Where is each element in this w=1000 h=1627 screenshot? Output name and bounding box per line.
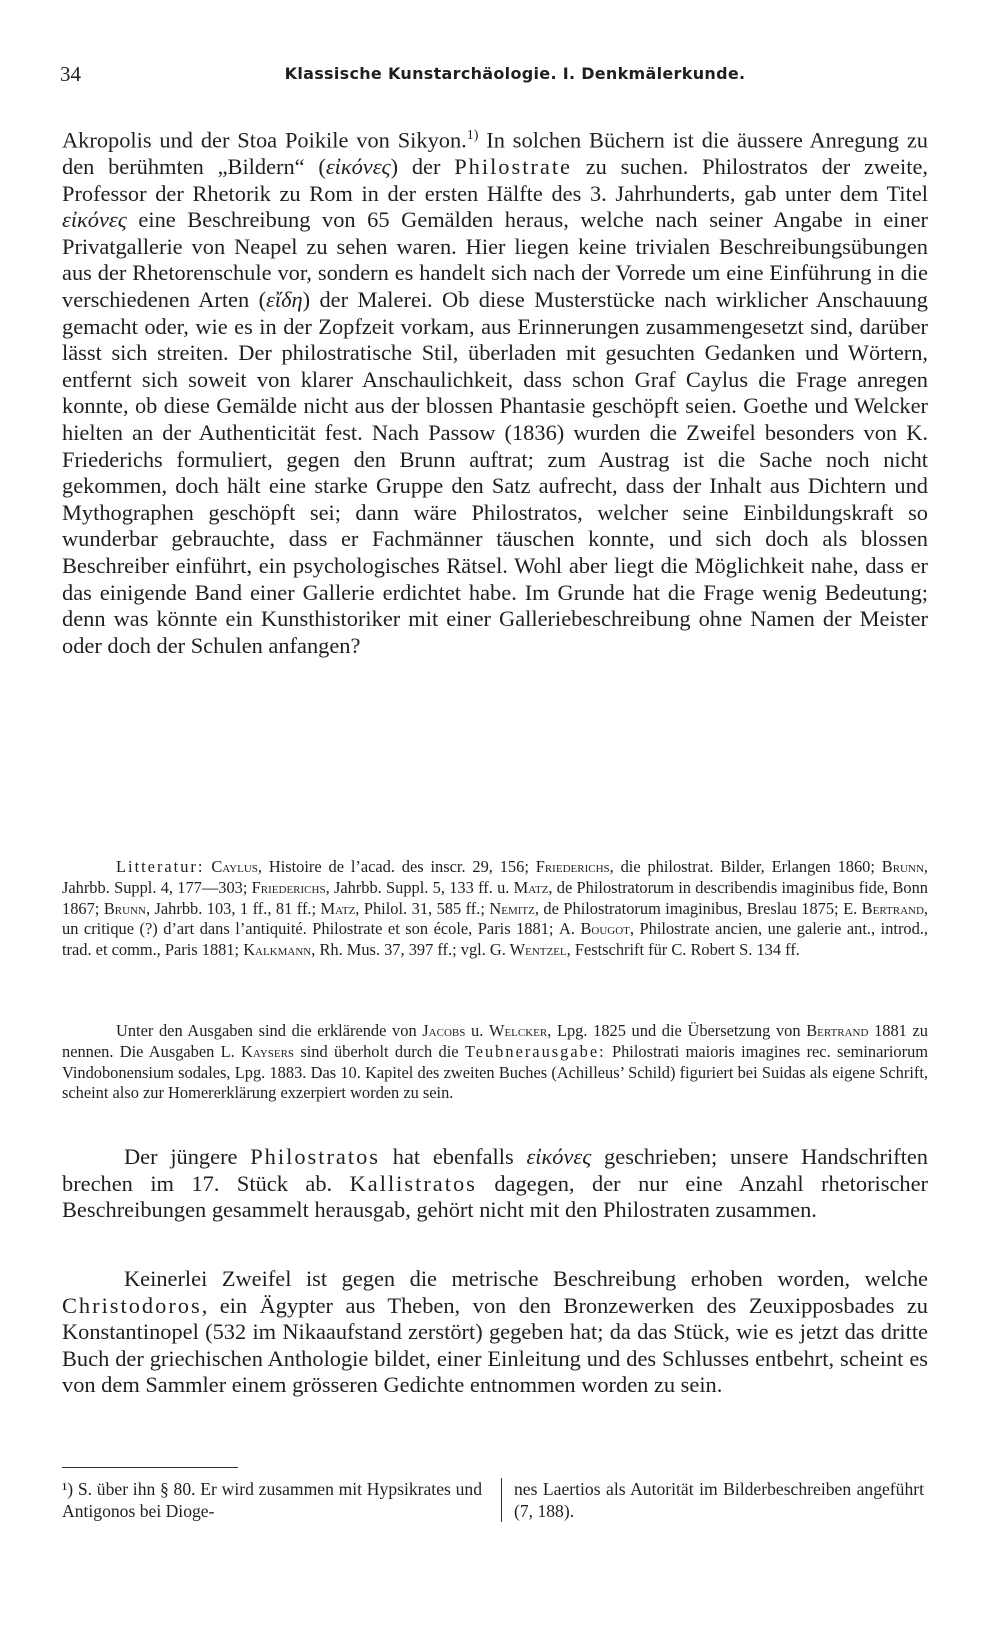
text-segment: ) der Malerei. Ob diese Musterstücke nach wirklicher Anschauung gemacht oder, wie es in der Zopfzeit vorkam, aus Erinnerungen zusammengesetzt sind, darüber lässt sich streiten. Der philostratische Stil, überladen mit gesuchten Gedanken und Wörtern, entfernt sich soweit von klarer Anschaulichkeit, dass schon Graf Caylus die Frage anregen konnte, ob diese Gemälde nicht aus der blossen Phantasie geschöpft seien. Goethe und Welcker hielten an der Authenticität fest. Nach Passow (1836) wurden die Zweifel besonders von K. Friederichs formuliert, gegen den Brunn auftrat; zum Austrag ist die Sache noch nicht gekommen, doch hält eine starke Gruppe den Satz aufrecht, dass der Inhalt aus Dichtern und Mythographen geschöpft sei; dann wäre Philostratos, welcher seine Einbildungskraft so wunderbar gebrauchte, dass er Fachmänner täuschen konnte, und sich doch als blossen Beschreiber einführt, ein psychologisches Rätsel. Wohl aber liegt die Möglichkeit nahe, dass er das einigende Band einer Gallerie erdichtet habe. Im Grunde hat die Frage wenig Bedeutung; denn was könnte ein Kunsthistoriker mit einer Galleriebeschreibung ohne Namen der Meister oder doch der Schulen anfangen? — [62, 287, 928, 658]
author-name: Matz — [513, 877, 549, 897]
text-segment: , Festschrift für C. Robert S. 134 ff. — [566, 940, 800, 960]
text-segment: Akropolis und der Stoa Poikile von Sikyon. — [62, 127, 467, 153]
spaced-name: Christodoros — [62, 1292, 202, 1318]
editions-paragraph — [62, 1021, 928, 1104]
text-segment: Unter den Ausgaben sind die erklärende von — [116, 1021, 423, 1040]
text-segment: Der jüngere — [124, 1144, 251, 1169]
author-name: Jacobs — [422, 1021, 466, 1040]
spaced-name: Philostrate — [454, 154, 572, 180]
text-segment: dagegen, der nur eine Anzahl rhetorischer Beschreibungen gesammelt herausgab, gehört nicht mit den Philostraten zusammen. — [62, 1170, 929, 1223]
paragraph-christodoros — [62, 1266, 928, 1399]
footnote-area — [62, 1478, 928, 1522]
page-number: 34 — [60, 62, 81, 86]
author-name: Bertrand — [806, 1021, 869, 1040]
spaced-name: Philostratos — [250, 1144, 380, 1169]
text-segment: Philostrati maioris imagines rec. seminariorum Vindobonensium sodales, Lpg. 1883. Das 10. Kapitel des zweiten Buches (Achilleus’ Schild) figuriert bei Suidas als eigene Schrift, scheint also zur Homererklärung exzerpiert worden zu sein. — [62, 1041, 929, 1103]
greek-term: εἰκόνες — [325, 154, 391, 180]
text-segment: 1881 zu nennen. Die Ausgaben — [62, 1021, 928, 1061]
text-segment: Keinerlei Zweifel ist gegen die metrische Beschreibung erhoben worden, welche — [124, 1266, 928, 1291]
main-paragraph — [62, 123, 928, 659]
text-segment: hat ebenfalls — [379, 1144, 527, 1169]
text-segment: , Jahrbb. 103, 1 ff., 81 ff.; — [145, 898, 321, 918]
paragraph-3 — [62, 1266, 928, 1399]
spaced-name: Kallistratos — [349, 1170, 477, 1196]
literature-block — [62, 857, 928, 961]
text-segment: u. — [465, 1021, 489, 1040]
author-name: A. Bougot — [559, 919, 630, 939]
text-segment: zu suchen. Philostratos der zweite, Professor der Rhetorik zu Rom in der ersten Hälfte des 3. Jahrhunderts, gab unter dem Titel — [62, 154, 928, 206]
footnote-left-column: ¹) S. über ihn § 80. Er wird zusammen mit Hypsikrates und Antigonos bei Dioge- — [62, 1479, 482, 1521]
text-segment: , de Philostratorum in describendis imaginibus fide, Bonn 1867; — [62, 877, 928, 918]
author-name: Brunn — [103, 898, 146, 918]
author-name: G. Wentzel — [489, 940, 567, 960]
text-segment: sind überholt durch die — [294, 1041, 465, 1061]
author-name: Friederichs — [535, 857, 610, 876]
text-segment: , Jahrbb. Suppl. 5, 133 ff. u. — [325, 877, 514, 897]
page-header — [62, 62, 928, 92]
text-segment: , Jahrbb. Suppl. 4, 177—303; — [62, 857, 928, 897]
text-segment: , ein Ägypter aus Theben, von den Bronzewerken des Zeuxipposbades zu Konstantinopel (532 im Nikaaufstand zerstört) gegeben hat; da das Stück, wie es jetzt das dritte Buch der griechischen Anthologie bildet, einer Einleitung und des Schlusses entbehrt, scheint es von dem Sammler einem grösseren Gedichte entnommen worden zu sein. — [62, 1292, 928, 1398]
text-segment: ) der — [390, 154, 455, 180]
author-name: Brunn — [881, 857, 924, 876]
text-segment: geschrieben; unsere Handschriften brechen im 17. Stück ab. — [62, 1144, 928, 1196]
paragraph-2 — [62, 1144, 928, 1224]
paragraph-philostratos-younger — [62, 1144, 928, 1224]
author-name: Caylus — [211, 857, 258, 876]
author-name: Kalkmann — [243, 940, 312, 960]
footnote-rule — [62, 1467, 238, 1468]
greek-term: εἰκόνες — [62, 207, 127, 233]
author-name: Matz — [320, 898, 356, 918]
footnote-ref: 1) — [466, 128, 479, 143]
spaced-term: Teubnerausgabe: — [464, 1041, 606, 1061]
literature-label: Litteratur: — [116, 857, 205, 876]
editions-block — [62, 1021, 928, 1104]
greek-term: εἰκόνες — [526, 1144, 592, 1169]
text-segment: , Histoire de l’acad. des inscr. 29, 156; — [257, 857, 536, 876]
text-segment: , de Philostratorum imaginibus, Breslau 1875; — [534, 898, 844, 918]
author-name: Nemitz — [489, 898, 535, 918]
paragraph-1 — [62, 123, 928, 659]
footnote-right-column: nes Laertios als Autorität im Bilderbeschreiben angeführt (7, 188). — [501, 1478, 924, 1522]
text-segment: , Philostrate ancien, une galerie ant., introd., trad. et comm., Paris 1881; — [62, 919, 928, 960]
greek-term: εἴδη — [266, 287, 303, 313]
text-segment: , Philol. 31, 585 ff.; — [355, 898, 490, 918]
text-segment: , un critique (?) d’art dans l’antiquité. Philostrate et son école, Paris 1881; — [62, 898, 929, 939]
author-name: Welcker — [488, 1021, 548, 1040]
author-name: Friederichs — [251, 877, 326, 897]
author-name: E. Bertrand — [843, 898, 924, 918]
text-segment: , Rh. Mus. 37, 397 ff.; vgl. — [311, 940, 490, 960]
author-name: L. Kaysers — [220, 1041, 295, 1061]
running-title: Klassische Kunstarchäologie. I. Denkmälerkunde. — [284, 64, 746, 83]
text-segment: eine Beschreibung von 65 Gemälden heraus, welche nach seiner Angabe in einer Privatgallerie von Neapel zu sehen waren. Hier liegen keine trivialen Beschreibungsübungen aus der Rhetorenschule vor, sondern es handelt sich nach der Vorrede um eine Einführung in die verschiedenen Arten ( — [62, 207, 928, 313]
text-segment: , die philostrat. Bilder, Erlangen 1860; — [609, 857, 882, 876]
literature-paragraph — [62, 857, 928, 961]
text-segment: , Lpg. 1825 und die Übersetzung von — [547, 1021, 807, 1040]
text-segment: In solchen Büchern ist die äussere Anregung zu den berühmten „Bildern“ ( — [62, 127, 928, 180]
